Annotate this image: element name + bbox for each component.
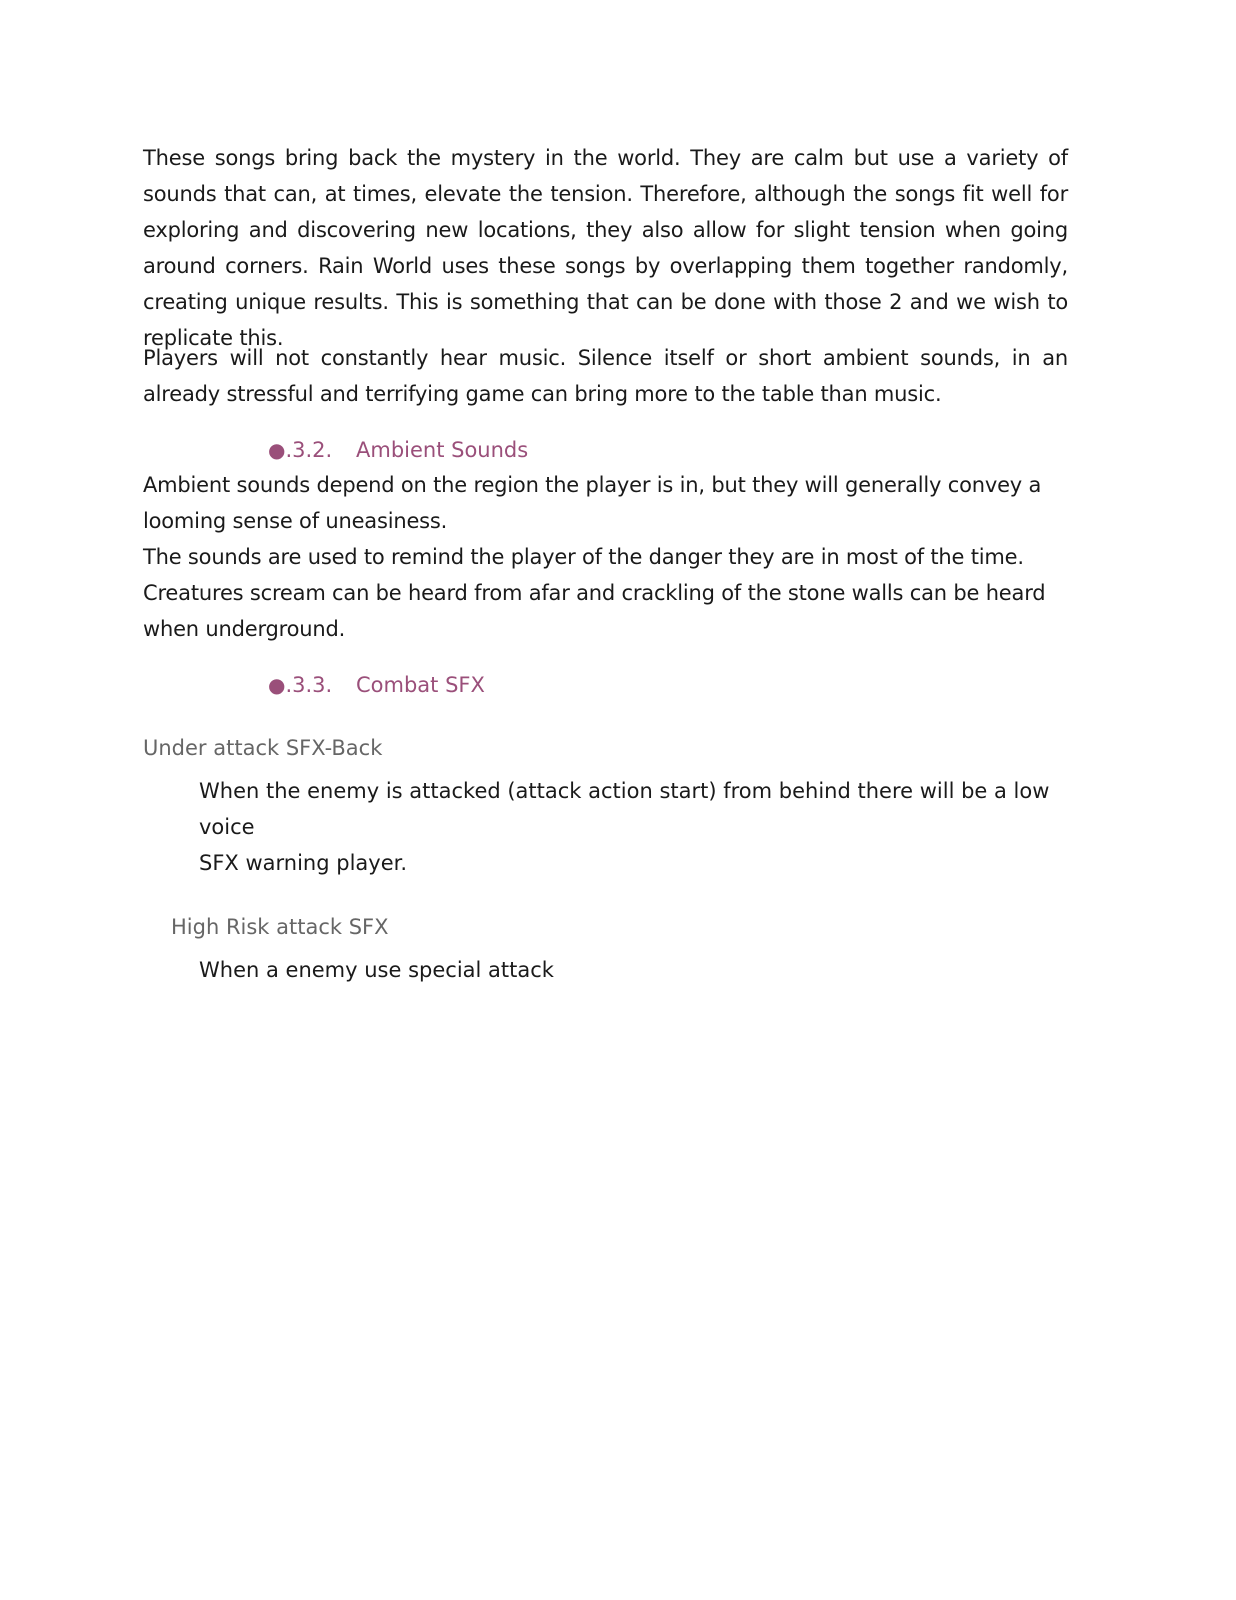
ambient-line-4: Creatures scream can be heard from afar and crackling of the stone walls can be heard	[143, 581, 1046, 605]
ambient-line-1: Ambient sounds depend on the region the player is in, but they will generally convey a	[143, 473, 1042, 497]
high-risk-body	[199, 952, 1069, 988]
ambient-line-3: The sounds are used to remind the player of the danger they are in most of the time.	[143, 545, 1024, 569]
section-heading-ambient-sounds	[268, 435, 528, 465]
section-number	[268, 670, 356, 700]
songs-paragraph-2: Players will not constantly hear music. Silence itself or short ambient sounds, in an already stressful and terrifying game can bring more to the table than music.	[143, 346, 1068, 406]
under-attack-line-2: SFX warning player.	[199, 851, 408, 875]
ambient-line-5: when underground.	[143, 617, 346, 641]
songs-paragraph-1: These songs bring back the mystery in the world. They are calm but use a variety of sounds that can, at times, elevate the tension. Therefore, although the songs fit well for exploring and discovering new locations, they also allow for slight tension when going around corners. Rain World uses these songs by overlapping them together randomly, creating unique results. This is something that can be done with those 2 and we wish to replicate this.	[143, 146, 1068, 350]
under-attack-body	[199, 773, 1069, 881]
section-heading-combat-sfx	[268, 670, 485, 700]
high-risk-line-1: When a enemy use special attack	[199, 958, 554, 982]
section-title: Combat SFX	[356, 673, 485, 697]
subheading-high-risk: High Risk attack SFX	[171, 915, 389, 939]
ambient-line-2: looming sense of uneasiness.	[143, 509, 448, 533]
section-number-text: .3.3.	[285, 673, 333, 697]
section-number-text: .3.2.	[285, 438, 333, 462]
under-attack-line-1: When the enemy is attacked (attack action start) from behind there will be a low voice	[199, 779, 1050, 839]
bullet-icon: ●	[268, 438, 286, 462]
bullet-icon: ●	[268, 673, 286, 697]
subheading-under-attack: Under attack SFX-Back	[143, 736, 383, 760]
section-number	[268, 435, 356, 465]
section-title: Ambient Sounds	[356, 438, 529, 462]
ambient-sounds-body	[143, 467, 1068, 647]
